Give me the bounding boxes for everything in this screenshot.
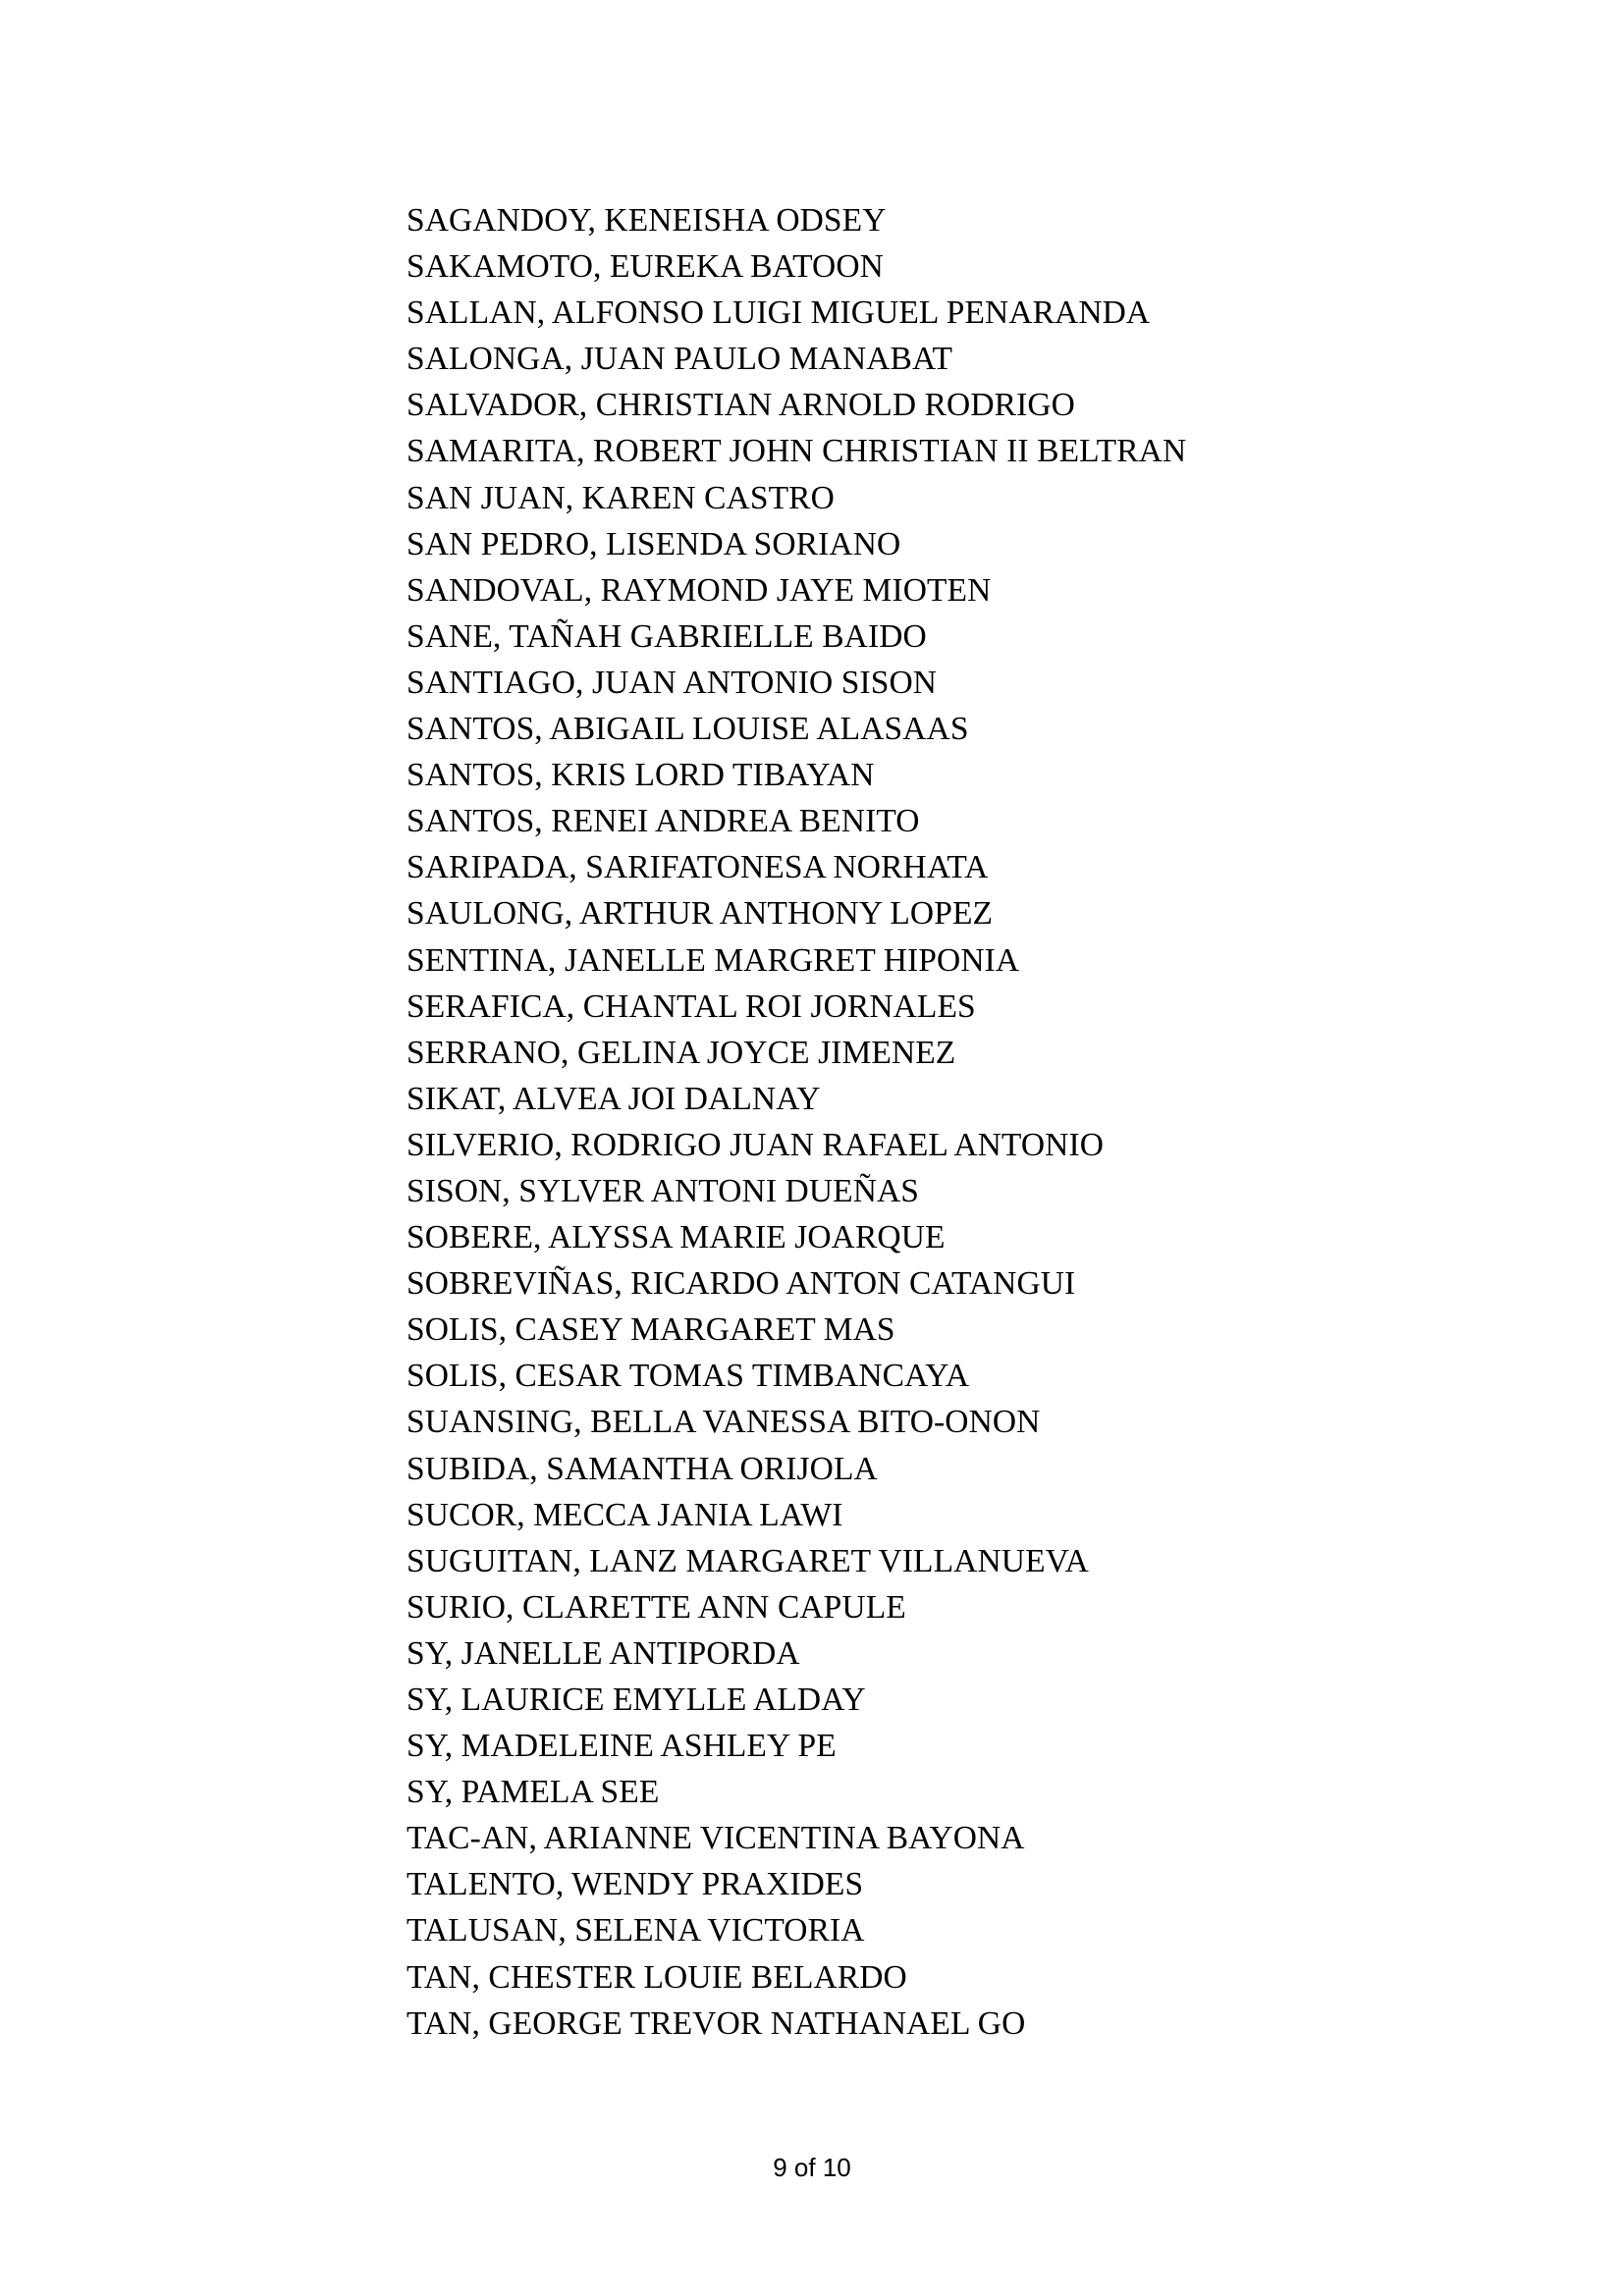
list-item: SANDOVAL, RAYMOND JAYE MIOTEN: [406, 571, 992, 609]
list-item: SALONGA, JUAN PAULO MANABAT: [406, 341, 953, 378]
list-item: TALENTO, WENDY PRAXIDES: [406, 1866, 864, 1903]
list-item: SUANSING, BELLA VANESSA BITO-ONON: [406, 1404, 1041, 1441]
list-item: SANE, TAÑAH GABRIELLE BAIDO: [406, 617, 927, 655]
list-item: SERRANO, GELINA JOYCE JIMENEZ: [406, 1034, 956, 1071]
list-item: SY, JANELLE ANTIPORDA: [406, 1634, 800, 1672]
page-number: 9 of 10: [773, 2153, 851, 2182]
list-item: SY, PAMELA SEE: [406, 1774, 660, 1811]
list-item: SUBIDA, SAMANTHA ORIJOLA: [406, 1450, 878, 1487]
list-item: SANTIAGO, JUAN ANTONIO SISON: [406, 664, 938, 701]
list-item: SY, MADELEINE ASHLEY PE: [406, 1728, 837, 1765]
list-item: SANTOS, RENEI ANDREA BENITO: [406, 803, 920, 840]
list-item: TAN, CHESTER LOUIE BELARDO: [406, 1958, 907, 1996]
list-item: SAMARITA, ROBERT JOHN CHRISTIAN II BELTRAN: [406, 433, 1187, 470]
list-item: SOLIS, CESAR TOMAS TIMBANCAYA: [406, 1358, 970, 1395]
list-item: SY, LAURICE EMYLLE ALDAY: [406, 1682, 866, 1718]
list-item: SALVADOR, CHRISTIAN ARNOLD RODRIGO: [406, 387, 1075, 424]
list-item: SILVERIO, RODRIGO JUAN RAFAEL ANTONIO: [406, 1126, 1105, 1163]
list-item: SARIPADA, SARIFATONESA NORHATA: [406, 849, 989, 886]
list-item: SAN JUAN, KAREN CASTRO: [406, 479, 835, 516]
list-item: SISON, SYLVER ANTONI DUEÑAS: [406, 1172, 920, 1209]
list-item: SUCOR, MECCA JANIA LAWI: [406, 1496, 843, 1533]
list-item: SALLAN, ALFONSO LUIGI MIGUEL PENARANDA: [406, 294, 1151, 332]
list-item: SERAFICA, CHANTAL ROI JORNALES: [406, 988, 976, 1025]
list-item: SAGANDOY, KENEISHA ODSEY: [406, 202, 887, 239]
list-item: TAC-AN, ARIANNE VICENTINA BAYONA: [406, 1820, 1025, 1857]
list-item: SIKAT, ALVEA JOI DALNAY: [406, 1080, 821, 1117]
list-item: SAULONG, ARTHUR ANTHONY LOPEZ: [406, 895, 994, 933]
list-item: SOBREVIÑAS, RICARDO ANTON CATANGUI: [406, 1265, 1076, 1303]
list-item: SAKAMOTO, EUREKA BATOON: [406, 248, 884, 286]
list-item: SANTOS, ABIGAIL LOUISE ALASAAS: [406, 711, 969, 748]
list-item: SANTOS, KRIS LORD TIBAYAN: [406, 757, 875, 794]
list-item: TALUSAN, SELENA VICTORIA: [406, 1912, 865, 1949]
name-list: [406, 197, 1186, 2047]
list-item: SUGUITAN, LANZ MARGARET VILLANUEVA: [406, 1542, 1089, 1579]
list-item: SURIO, CLARETTE ANN CAPULE: [406, 1588, 906, 1626]
list-item: SOBERE, ALYSSA MARIE JOARQUE: [406, 1219, 946, 1256]
list-item: SENTINA, JANELLE MARGRET HIPONIA: [406, 941, 1020, 979]
list-item: SOLIS, CASEY MARGARET MAS: [406, 1311, 895, 1349]
list-item: TAN, GEORGE TREVOR NATHANAEL GO: [406, 2004, 1026, 2042]
list-item: SAN PEDRO, LISENDA SORIANO: [406, 525, 901, 562]
